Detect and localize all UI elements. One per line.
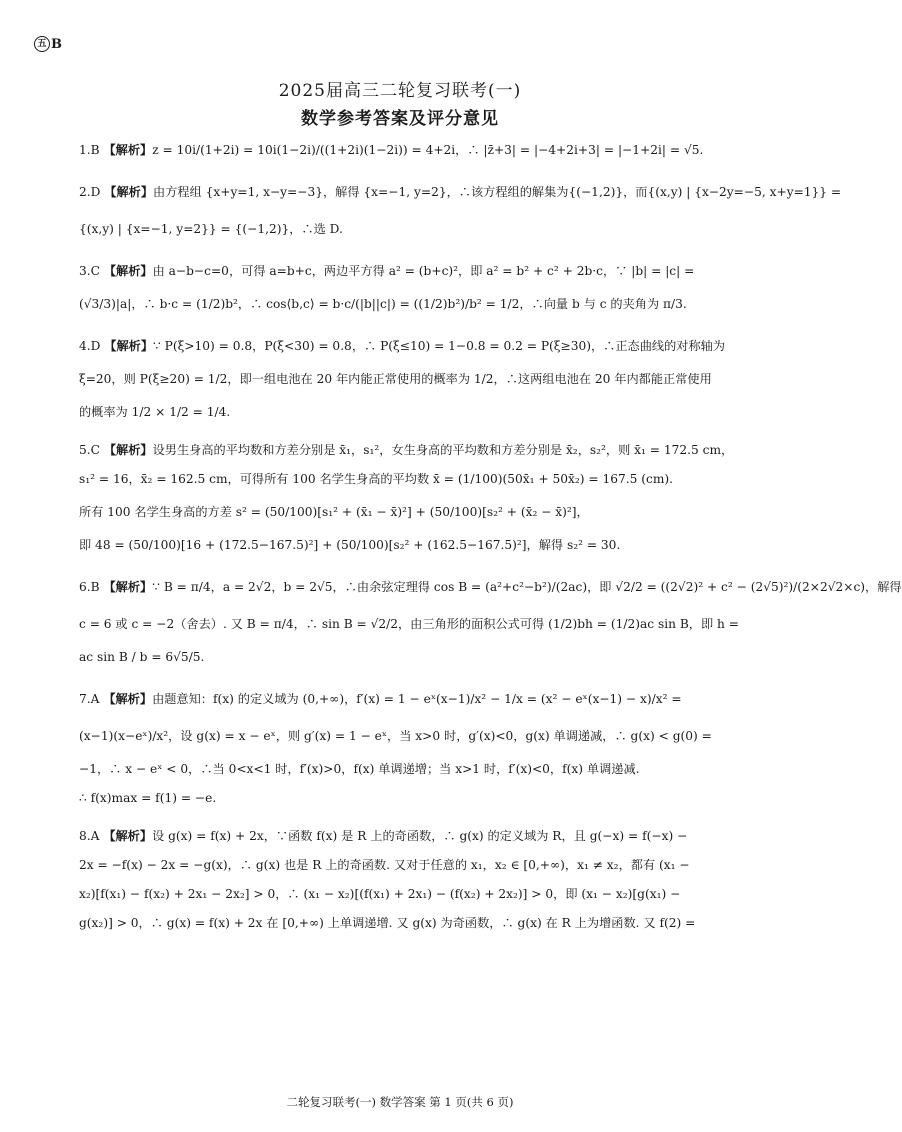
analysis-tag: 【解析】: [104, 339, 154, 353]
answer-text: ∴ f(x)max = f(1) = −e.: [79, 791, 217, 805]
answer-line: [79, 718, 735, 755]
answer-text: s₁² = 16，x̄₂ = 162.5 cm，可得所有 100 名学生身高的平均数 x̄ = (1/100)(50x̄₁ + 50x̄₂) = 167.5 (cm).: [79, 472, 674, 486]
answer-item: [79, 569, 902, 672]
answer-line: [79, 531, 735, 560]
logo-circle: 五: [34, 36, 50, 52]
answer-text: 由题意知：f(x) 的定义域为 (0,+∞)，f′(x) = 1 − eˣ(x−1)/x² − 1/x = (x² − eˣ(x−1) − x)/x² =: [152, 692, 682, 706]
answer-line: [79, 332, 735, 361]
answer-line: [79, 851, 735, 880]
answer-text: 2x = −f(x) − 2x = −g(x)，∴ g(x) 也是 R 上的奇函数. 又对于任意的 x₁，x₂ ∈ [0,+∞)，x₁ ≠ x₂，都有 (x₁ −: [79, 858, 690, 872]
answer-item: [79, 822, 735, 938]
answer-line: [79, 398, 735, 427]
answer-text: (√3/3)|a|，∴ b·c = (1/2)b²，∴ cos⟨b,c⟩ = b·c/(|b||c|) = ((1/2)b²)/b² = 1/2，∴向量 b 与 c 的夹角为 π/3.: [79, 297, 687, 311]
answer-text: z = 10i/(1+2i) = 10i(1−2i)/((1+2i)(1−2i)) = 4+2i，∴ |z̄+3| = |−4+2i+3| = |−1+2i| = √5.: [152, 143, 704, 157]
answer-number: 3.C: [79, 264, 100, 278]
publisher-logo: [34, 36, 62, 52]
answer-line: [79, 606, 739, 643]
answer-line: [79, 909, 735, 938]
answer-line: [79, 361, 735, 398]
answer-line: [79, 681, 735, 718]
answer-line: [79, 822, 735, 851]
answer-number: 4.D: [79, 339, 101, 353]
answer-line: [79, 755, 735, 784]
answer-text: c = 6 或 c = −2（舍去）. 又 B = π/4，∴ sin B = √2/2，由三角形的面积公式可得 (1/2)bh = (1/2)ac sin B，即 h =: [79, 617, 739, 631]
answer-text: ∵ P(ξ>10) = 0.8，P(ξ<30) = 0.8，∴ P(ξ≤10) = 1−0.8 = 0.2 = P(ξ≥30)，∴正态曲线的对称轴为: [153, 339, 726, 353]
answer-text: ξ=20，则 P(ξ≥20) = 1/2，即一组电池在 20 年内能正常使用的概率为 1/2，∴这两组电池在 20 年内都能正常使用: [79, 372, 712, 386]
analysis-tag: 【解析】: [103, 580, 153, 594]
answer-text: 由方程组 {x+y=1, x−y=−3}，解得 {x=−1, y=2}，∴该方程组的解集为{(−1,2)}，而{(x,y) | {x−2y=−5, x+y=1}} =: [153, 185, 842, 199]
answer-line: [79, 174, 842, 211]
document-subtitle: 数学参考答案及评分意见: [301, 109, 499, 129]
answer-text: x₂)[f(x₁) − f(x₂) + 2x₁ − 2x₂] > 0，∴ (x₁ − x₂)[(f(x₁) + 2x₁) − (f(x₂) + 2x₂)] > 0，即 (x₁ − x₂)[g(x₁) −: [79, 887, 681, 901]
answer-text: g(x₂)] > 0，∴ g(x) = f(x) + 2x 在 [0,+∞) 上单调递增. 又 g(x) 为奇函数，∴ g(x) 在 R 上为增函数. 又 f(2) =: [79, 916, 696, 930]
answer-item: [79, 174, 842, 248]
answer-list: [79, 136, 902, 947]
answer-line: [79, 643, 735, 672]
answer-item: [79, 332, 735, 427]
page-footer: 二轮复习联考(一) 数学答案 第 1 页(共 6 页): [286, 1095, 514, 1109]
answer-line: [79, 465, 735, 494]
answer-item: [79, 681, 735, 813]
answer-text: 设 g(x) = f(x) + 2x，∵函数 f(x) 是 R 上的奇函数，∴ g(x) 的定义域为 R，且 g(−x) = f(−x) −: [152, 829, 688, 843]
answer-text: 设男生身高的平均数和方差分别是 x̄₁，s₁²，女生身高的平均数和方差分别是 x̄₂，s₂²，则 x̄₁ = 172.5 cm，: [152, 443, 734, 457]
answer-text: 的概率为 1/2 × 1/2 = 1/4.: [79, 405, 231, 419]
answer-line: [79, 257, 735, 286]
answer-line: [79, 569, 902, 606]
answer-number: 1.B: [79, 143, 100, 157]
answer-item: [79, 436, 735, 560]
analysis-tag: 【解析】: [104, 185, 154, 199]
answer-text: 所有 100 名学生身高的方差 s² = (50/100)[s₁² + (x̄₁ − x̄)²] + (50/100)[s₂² + (x̄₂ − x̄)²]，: [79, 505, 589, 519]
analysis-tag: 【解析】: [103, 143, 153, 157]
answer-line: [79, 880, 735, 909]
answer-line: [79, 286, 735, 323]
answer-number: 5.C: [79, 443, 100, 457]
analysis-tag: 【解析】: [103, 692, 153, 706]
answer-text: ∵ B = π/4，a = 2√2，b = 2√5，∴由余弦定理得 cos B = (a²+c²−b²)/(2ac)，即 √2/2 = ((2√2)² + c² − (2√5)²)/(2×2√2×c)，解得: [152, 580, 902, 594]
logo-letter: B: [51, 36, 62, 52]
answer-text: 即 48 = (50/100)[16 + (172.5−167.5)²] + (50/100)[s₂² + (162.5−167.5)²]，解得 s₂² = 30.: [79, 538, 621, 552]
answer-item: [79, 257, 735, 323]
answer-text: {(x,y) | {x=−1, y=2}} = {(−1,2)}，∴选 D.: [79, 222, 343, 236]
answer-line: [79, 436, 735, 465]
answer-line: [79, 784, 735, 813]
answer-number: 6.B: [79, 580, 100, 594]
analysis-tag: 【解析】: [103, 829, 153, 843]
answer-text: −1，∴ x − eˣ < 0，∴当 0<x<1 时，f′(x)>0，f(x) 单调递增；当 x>1 时，f′(x)<0，f(x) 单调递减.: [79, 762, 640, 776]
analysis-tag: 【解析】: [103, 443, 153, 457]
answer-text: 由 a−b−c=0，可得 a=b+c，两边平方得 a² = (b+c)²，即 a² = b² + c² + 2b·c，∵ |b| = |c| =: [152, 264, 695, 278]
answer-line: [79, 136, 735, 165]
answer-line: [79, 494, 735, 531]
analysis-tag: 【解析】: [103, 264, 153, 278]
answer-line: [79, 211, 735, 248]
exam-title: 2025届高三二轮复习联考(一): [278, 81, 522, 101]
answer-text: ac sin B / b = 6√5/5.: [79, 650, 205, 664]
answer-item: [79, 136, 735, 165]
answer-number: 7.A: [79, 692, 100, 706]
answer-text: (x−1)(x−eˣ)/x²，设 g(x) = x − eˣ，则 g′(x) = 1 − eˣ，当 x>0 时，g′(x)<0，g(x) 单调递减，∴ g(x) < g(0) =: [79, 729, 712, 743]
answer-number: 2.D: [79, 185, 101, 199]
answer-number: 8.A: [79, 829, 100, 843]
